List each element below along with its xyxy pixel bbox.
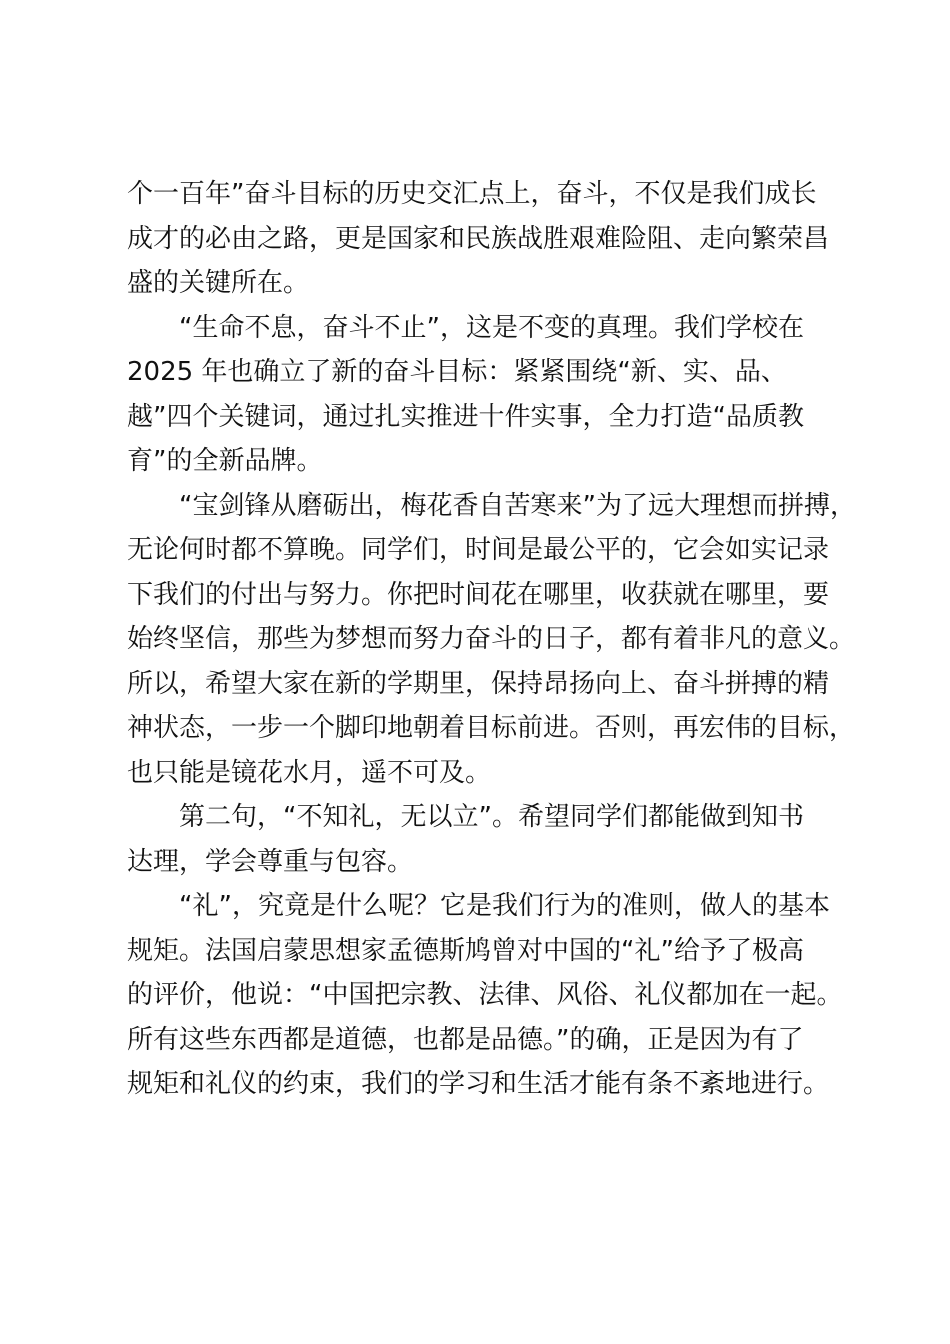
text-line: 达理，学会尊重与包容。 — [127, 846, 414, 877]
text-line: 下我们的付出与努力。你把时间花在哪里，收获就在哪里，要 — [127, 579, 830, 610]
text-line: 的评价，他说：“中国把宗教、法律、风俗、礼仪都加在一起。 — [127, 980, 843, 1010]
text-line: 所有这些东西都是道德，也都是品德。”的确，正是因为有了 — [127, 1024, 804, 1055]
text-line: 规矩。法国启蒙思想家孟德斯鸠曾对中国的“礼”给予了极高 — [127, 935, 804, 966]
text-line: 也只能是镜花水月，遥不可及。 — [127, 757, 492, 788]
text-line: 成才的必由之路，更是国家和民族战胜艰难险阻、走向繁荣昌 — [127, 223, 830, 254]
text-line: 始终坚信，那些为梦想而努力奋斗的日子，都有着非凡的意义。 — [127, 624, 856, 654]
text-line: 神状态，一步一个脚印地朝着目标前进。否则，再宏伟的目标， — [127, 713, 856, 743]
text-line: 个一百年”奋斗目标的历史交汇点上，奋斗，不仅是我们成长 — [127, 179, 817, 209]
text-line: 2025 年也确立了新的奋斗目标：紧紧围绕“新、实、品、 — [127, 357, 787, 387]
text-line: 盛的关键所在。 — [127, 268, 310, 298]
body-text — [127, 172, 867, 1107]
text-line: “生命不息，奋斗不止”，这是不变的真理。我们学校在 — [127, 312, 804, 343]
text-line: 第二句，“不知礼，无以立”。希望同学们都能做到知书 — [127, 802, 804, 832]
text-line: 规矩和礼仪的约束，我们的学习和生活才能有条不紊地进行。 — [127, 1069, 830, 1099]
text-line: 越”四个关键词，通过扎实推进十件实事，全力打造“品质教 — [127, 401, 804, 432]
text-line: “礼”，究竟是什么呢？它是我们行为的准则，做人的基本 — [127, 891, 830, 921]
text-line: 所以，希望大家在新的学期里，保持昂扬向上、奋斗拼搏的精 — [127, 668, 830, 699]
text-line: 无论何时都不算晚。同学们，时间是最公平的，它会如实记录 — [127, 535, 830, 565]
text-line: 育”的全新品牌。 — [127, 446, 323, 476]
text-line: “宝剑锋从磨砺出，梅花香自苦寒来”为了远大理想而拼搏， — [127, 490, 856, 521]
